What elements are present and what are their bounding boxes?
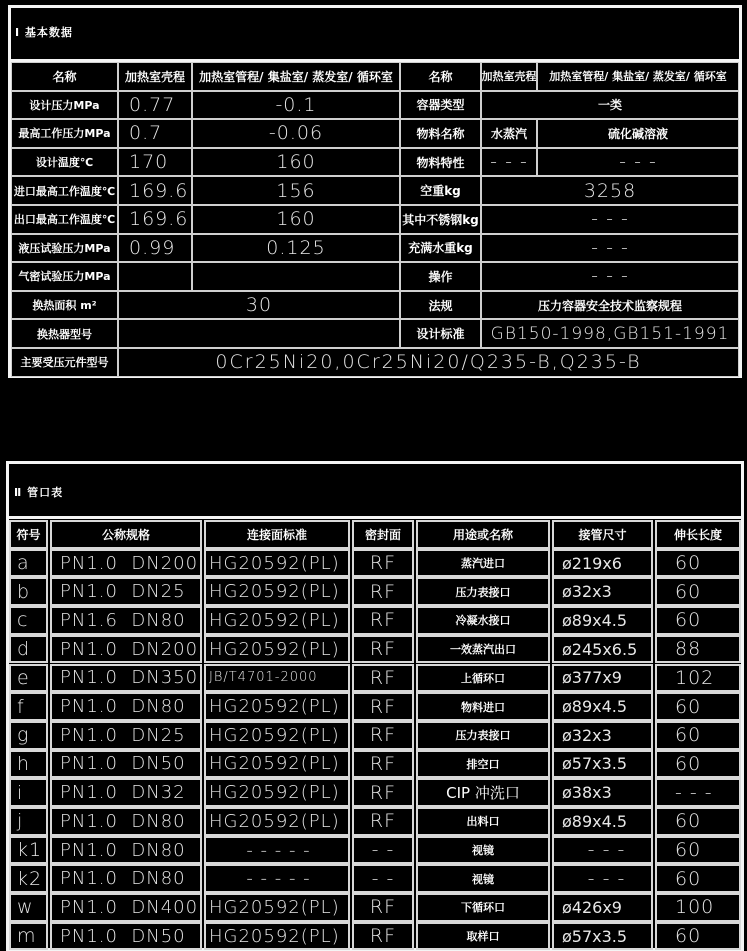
nozzle-seal: RF xyxy=(352,750,414,779)
nozzle-spec: PN1.0 DN80 xyxy=(50,692,202,721)
nozzle-spec: PN1.0 DN80 xyxy=(50,864,202,893)
nozzle-size: ø89x4.5 xyxy=(552,807,653,836)
param-label-right: 操作 xyxy=(400,262,481,291)
nozzle-standard: HG20592(PL) xyxy=(204,750,350,779)
param-value-right: - - - xyxy=(481,205,739,234)
nozzle-purpose: 一效蒸汽出口 xyxy=(416,635,550,664)
nozzle-spec: PN1.0 DN80 xyxy=(50,836,202,865)
nozzle-seal: RF xyxy=(352,807,414,836)
nozzle-length: 60 xyxy=(655,836,741,865)
param-label: 设计压力MPa xyxy=(11,91,118,120)
nozzle-standard: HG20592(PL) xyxy=(204,893,350,922)
param-label: 设计温度℃ xyxy=(11,148,118,177)
nozzle-purpose: CIP 冲洗口 xyxy=(416,778,550,807)
nozzle-spec: PN1.0 DN50 xyxy=(50,922,202,951)
param-label-right: 其中不锈钢kg xyxy=(400,205,481,234)
tube-value xyxy=(192,262,400,291)
nozzle-seal: RF xyxy=(352,577,414,606)
nozzle-purpose: 下循环口 xyxy=(416,893,550,922)
param-value xyxy=(118,319,400,348)
nozzle-seal: RF xyxy=(352,721,414,750)
nozzle-length: 60 xyxy=(655,721,741,750)
nozzle-size: ø32x3 xyxy=(552,721,653,750)
param-label: 最高工作压力MPa xyxy=(11,119,118,148)
header-shell-right: 加热室壳程 xyxy=(481,62,537,91)
nozzle-length: 100 xyxy=(655,893,741,922)
nozzle-standard: HG20592(PL) xyxy=(204,721,350,750)
header-size: 接管尺寸 xyxy=(552,520,653,549)
nozzle-table-title-band xyxy=(9,464,741,519)
nozzle-length: 102 xyxy=(655,664,741,693)
nozzle-size: ø245x6.5 xyxy=(552,635,653,664)
nozzle-standard: JB/T4701-2000 xyxy=(204,664,350,693)
header-tube-right: 加热室管程/ 集盐室/ 蒸发室/ 循环室 xyxy=(537,62,739,91)
nozzle-spec: PN1.0 DN25 xyxy=(50,577,202,606)
param-value-right: - - - xyxy=(481,234,739,263)
nozzle-size: - - - xyxy=(552,836,653,865)
tube-value: 160 xyxy=(192,205,400,234)
tube-value: 156 xyxy=(192,176,400,205)
nozzle-symbol: g xyxy=(9,721,48,750)
basic-data-title: Ⅰ 基本数据 xyxy=(15,26,73,39)
nozzle-size: ø57x3.5 xyxy=(552,922,653,951)
param-label-right: 容器类型 xyxy=(400,91,481,120)
nozzle-size: - - - xyxy=(552,864,653,893)
nozzle-purpose: 排空口 xyxy=(416,750,550,779)
header-name: 名称 xyxy=(11,62,118,91)
header-purpose: 用途或名称 xyxy=(416,520,550,549)
nozzle-symbol: h xyxy=(9,750,48,779)
nozzle-symbol: m xyxy=(9,922,48,951)
param-label-right: 设计标准 xyxy=(400,319,481,348)
shell-value: 169.6 xyxy=(118,205,192,234)
material-value: 0Cr25Ni20,0Cr25Ni20/Q235-B,Q235-B xyxy=(118,348,739,377)
header-tube: 加热室管程/ 集盐室/ 蒸发室/ 循环室 xyxy=(192,62,400,91)
nozzle-size: ø377x9 xyxy=(552,664,653,693)
shell-value-right: - - - xyxy=(481,148,537,177)
nozzle-standard: HG20592(PL) xyxy=(204,778,350,807)
param-label: 气密试验压力MPa xyxy=(11,262,118,291)
header-name-right: 名称 xyxy=(400,62,481,91)
header-standard: 连接面标准 xyxy=(204,520,350,549)
nozzle-symbol: f xyxy=(9,692,48,721)
param-label: 换热器型号 xyxy=(11,319,118,348)
nozzle-purpose: 视镜 xyxy=(416,836,550,865)
material-label: 主要受压元件型号 xyxy=(11,348,118,377)
nozzle-spec: PN1.6 DN80 xyxy=(50,606,202,635)
nozzle-purpose: 出料口 xyxy=(416,807,550,836)
nozzle-spec: PN1.0 DN80 xyxy=(50,807,202,836)
param-label-right: 物料名称 xyxy=(400,119,481,148)
shell-value: 169.6 xyxy=(118,176,192,205)
nozzle-symbol: a xyxy=(9,549,48,578)
nozzle-symbol: w xyxy=(9,893,48,922)
shell-value: 0.7 xyxy=(118,119,192,148)
nozzle-size: ø219x6 xyxy=(552,549,653,578)
nozzle-standard: HG20592(PL) xyxy=(204,606,350,635)
param-label-right: 物料特性 xyxy=(400,148,481,177)
nozzle-table-title: Ⅱ 管口表 xyxy=(14,486,64,499)
param-value-right: 压力容器安全技术监察规程 xyxy=(481,291,739,320)
param-label: 进口最高工作温度℃ xyxy=(11,176,118,205)
header-symbol: 符号 xyxy=(9,520,48,549)
nozzle-size: ø57x3.5 xyxy=(552,750,653,779)
nozzle-seal: RF xyxy=(352,635,414,664)
nozzle-symbol: e xyxy=(9,664,48,693)
tube-value: 0.125 xyxy=(192,234,400,263)
nozzle-symbol: d xyxy=(9,635,48,664)
shell-value-right: 水蒸汽 xyxy=(481,119,537,148)
tube-value: -0.06 xyxy=(192,119,400,148)
nozzle-purpose: 上循环口 xyxy=(416,664,550,693)
nozzle-standard: HG20592(PL) xyxy=(204,692,350,721)
param-value: 30 xyxy=(118,291,400,320)
nozzle-seal: RF xyxy=(352,664,414,693)
param-label-right: 空重kg xyxy=(400,176,481,205)
nozzle-size: ø38x3 xyxy=(552,778,653,807)
nozzle-spec: PN1.0 DN200 xyxy=(50,635,202,664)
shell-value: 0.77 xyxy=(118,91,192,120)
nozzle-spec: PN1.0 DN32 xyxy=(50,778,202,807)
nozzle-symbol: k1 xyxy=(9,836,48,865)
tube-value-right: - - - xyxy=(537,148,739,177)
nozzle-seal: - - xyxy=(352,836,414,865)
shell-value xyxy=(118,262,192,291)
nozzle-symbol: k2 xyxy=(9,864,48,893)
tube-value-right: 硫化碱溶液 xyxy=(537,119,739,148)
nozzle-symbol: j xyxy=(9,807,48,836)
tube-value: 160 xyxy=(192,148,400,177)
nozzle-length: 88 xyxy=(655,635,741,664)
basic-data-title-band xyxy=(11,8,739,62)
nozzle-length: 60 xyxy=(655,807,741,836)
nozzle-purpose: 物料进口 xyxy=(416,692,550,721)
nozzle-purpose: 蒸汽进口 xyxy=(416,549,550,578)
nozzle-standard: HG20592(PL) xyxy=(204,635,350,664)
nozzle-purpose: 压力表接口 xyxy=(416,577,550,606)
nozzle-size: ø426x9 xyxy=(552,893,653,922)
nozzle-length: 60 xyxy=(655,606,741,635)
param-value-right: 3258 xyxy=(481,176,739,205)
tube-value: -0.1 xyxy=(192,91,400,120)
nozzle-symbol: c xyxy=(9,606,48,635)
nozzle-seal: RF xyxy=(352,893,414,922)
nozzle-seal: RF xyxy=(352,549,414,578)
header-shell: 加热室壳程 xyxy=(118,62,192,91)
nozzle-standard: - - - - - xyxy=(204,864,350,893)
nozzle-purpose: 压力表接口 xyxy=(416,721,550,750)
param-label: 出口最高工作温度℃ xyxy=(11,205,118,234)
nozzle-spec: PN1.0 DN25 xyxy=(50,721,202,750)
nozzle-seal: RF xyxy=(352,692,414,721)
nozzle-spec: PN1.0 DN200 xyxy=(50,549,202,578)
nozzle-spec: PN1.0 DN50 xyxy=(50,750,202,779)
param-label: 液压试验压力MPa xyxy=(11,234,118,263)
header-spec: 公称规格 xyxy=(50,520,202,549)
nozzle-length: 60 xyxy=(655,692,741,721)
nozzle-size: ø32x3 xyxy=(552,577,653,606)
nozzle-size: ø89x4.5 xyxy=(552,692,653,721)
nozzle-standard: HG20592(PL) xyxy=(204,922,350,951)
param-value-right: - - - xyxy=(481,262,739,291)
nozzle-spec: PN1.0 DN350 xyxy=(50,664,202,693)
header-length: 伸长长度 xyxy=(655,520,741,549)
nozzle-symbol: b xyxy=(9,577,48,606)
shell-value: 170 xyxy=(118,148,192,177)
param-label: 换热面积 m² xyxy=(11,291,118,320)
nozzle-length: 60 xyxy=(655,577,741,606)
nozzle-standard: HG20592(PL) xyxy=(204,577,350,606)
nozzle-length: 60 xyxy=(655,864,741,893)
param-label-right: 充满水重kg xyxy=(400,234,481,263)
nozzle-length: 60 xyxy=(655,922,741,951)
nozzle-size: ø89x4.5 xyxy=(552,606,653,635)
param-label-right: 法规 xyxy=(400,291,481,320)
shell-value: 0.99 xyxy=(118,234,192,263)
nozzle-standard: HG20592(PL) xyxy=(204,549,350,578)
param-value-right: 一类 xyxy=(481,91,739,120)
nozzle-standard: HG20592(PL) xyxy=(204,807,350,836)
nozzle-standard: - - - - - xyxy=(204,836,350,865)
param-value-right: GB150-1998,GB151-1991 xyxy=(481,319,739,348)
nozzle-seal: RF xyxy=(352,606,414,635)
nozzle-seal: RF xyxy=(352,778,414,807)
nozzle-purpose: 视镜 xyxy=(416,864,550,893)
nozzle-seal: - - xyxy=(352,864,414,893)
nozzle-length: - - - xyxy=(655,778,741,807)
nozzle-purpose: 取样口 xyxy=(416,922,550,951)
nozzle-purpose: 冷凝水接口 xyxy=(416,606,550,635)
nozzle-symbol: i xyxy=(9,778,48,807)
nozzle-seal: RF xyxy=(352,922,414,951)
nozzle-spec: PN1.0 DN400 xyxy=(50,893,202,922)
header-seal: 密封面 xyxy=(352,520,414,549)
nozzle-length: 60 xyxy=(655,549,741,578)
nozzle-length: 60 xyxy=(655,750,741,779)
